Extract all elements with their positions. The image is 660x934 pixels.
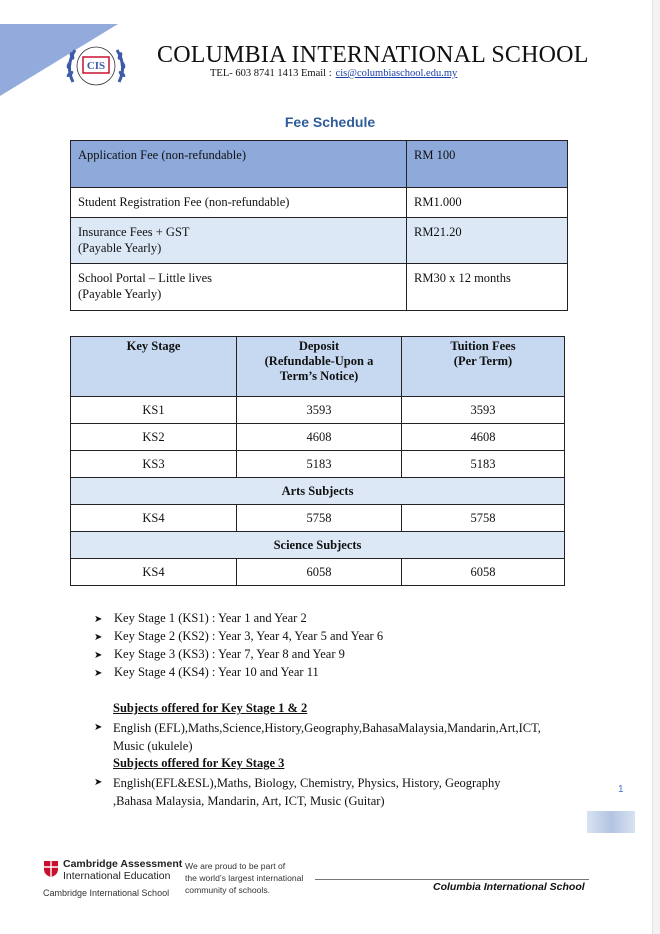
cell-deposit: 5758 (237, 505, 402, 532)
cell-deposit: 3593 (237, 397, 402, 424)
fee-label (71, 264, 407, 311)
header-deposit-l2: (Refundable-Upon a (264, 354, 374, 368)
fee-label-note: (Payable Yearly) (78, 287, 162, 301)
header-deposit-l3: Term’s Notice) (279, 369, 359, 383)
proud-line2: the world’s largest international (185, 873, 304, 883)
table-row (71, 505, 565, 532)
cambridge-name (63, 858, 182, 882)
list-item (94, 609, 383, 627)
subjects-ks12-line2: Music (ukulele) (113, 739, 193, 753)
cambridge-school-label: Cambridge International School (43, 888, 170, 898)
header-key-stage: Key Stage (71, 337, 237, 397)
proud-line3: community of schools. (185, 885, 271, 895)
fee-table (70, 140, 568, 311)
cell-tuition: 4608 (402, 424, 565, 451)
fee-row (71, 264, 568, 311)
cell-stage: KS3 (71, 451, 237, 478)
section-row-arts (71, 478, 565, 505)
fee-schedule-title: Fee Schedule (284, 114, 376, 130)
list-item-text: Key Stage 4 (KS4) : Year 10 and Year 11 (114, 665, 319, 679)
fee-label-text: Student Registration Fee (non-refundable) (78, 195, 290, 209)
logo-text: CIS (86, 60, 106, 72)
list-item (94, 645, 383, 663)
fee-label-text: Insurance Fees + GST (78, 225, 190, 239)
cell-stage: KS4 (71, 559, 237, 586)
fee-row (71, 188, 568, 218)
cell-deposit: 5183 (237, 451, 402, 478)
header-tuition (402, 337, 565, 397)
subjects-ks12-list (94, 719, 584, 755)
cell-tuition: 5758 (402, 505, 565, 532)
fee-label-text: School Portal – Little lives (78, 271, 213, 285)
page-tab-decoration (587, 811, 635, 833)
header-deposit (237, 337, 402, 397)
key-stage-list (94, 609, 383, 681)
email-link[interactable]: cis@columbiaschool.edu.my (335, 68, 458, 79)
subjects-ks3-heading: Subjects offered for Key Stage 3 (113, 756, 285, 770)
list-item (94, 663, 383, 681)
fee-label (71, 188, 407, 218)
cell-deposit: 6058 (237, 559, 402, 586)
school-logo (63, 38, 129, 94)
science-subjects-label: Science Subjects (71, 532, 565, 559)
header-tuition-l1: Tuition Fees (450, 339, 516, 353)
table-row (71, 424, 565, 451)
cell-tuition: 5183 (402, 451, 565, 478)
cell-stage: KS2 (71, 424, 237, 451)
proud-line1: We are proud to be part of (185, 861, 286, 871)
table-header-row (71, 337, 565, 397)
subjects-ks3-list (94, 774, 584, 810)
cell-stage: KS4 (71, 505, 237, 532)
arrow-bullet-icon: ➤ (94, 650, 103, 661)
subjects-ks3-line1: English(EFL&ESL),Maths, Biology, Chemistry, Physics, History, Geography (113, 776, 501, 790)
list-item-text: Key Stage 3 (KS3) : Year 7, Year 8 and Year 9 (114, 647, 345, 661)
footer (43, 858, 603, 908)
page-edge (652, 0, 660, 934)
fee-amount: RM1.000 (407, 188, 568, 218)
subjects-ks12-heading: Subjects offered for Key Stage 1 & 2 (113, 701, 308, 715)
cell-stage: KS1 (71, 397, 237, 424)
arrow-bullet-icon: ➤ (94, 668, 103, 679)
fee-label-text: Application Fee (non-refundable) (78, 148, 246, 162)
fee-row (71, 141, 568, 188)
fee-amount: RM21.20 (407, 218, 568, 264)
fee-row (71, 218, 568, 264)
subjects-ks3-line2: ,Bahasa Malaysia, Mandarin, Art, ICT, Music (Guitar) (113, 794, 385, 808)
arrow-bullet-icon: ➤ (94, 632, 103, 643)
table-row (71, 559, 565, 586)
table-row (71, 451, 565, 478)
list-item-text: Key Stage 2 (KS2) : Year 3, Year 4, Year 5 and Year 6 (114, 629, 384, 643)
cambridge-line1: Cambridge Assessment (63, 858, 183, 870)
cell-tuition: 6058 (402, 559, 565, 586)
cambridge-shield-icon (43, 860, 59, 878)
cambridge-line2: International Education (63, 870, 171, 882)
list-item-text: Key Stage 1 (KS1) : Year 1 and Year 2 (114, 611, 307, 625)
arrow-bullet-icon: ➤ (94, 722, 103, 733)
section-row-science (71, 532, 565, 559)
subjects-ks12-line1: English (EFL),Maths,Science,History,Geography,BahasaMalaysia,Mandarin,Art,ICT, (113, 721, 541, 735)
fee-amount: RM 100 (407, 141, 568, 188)
arrow-bullet-icon: ➤ (94, 777, 103, 788)
header-deposit-l1: Deposit (298, 339, 340, 353)
arts-subjects-label: Arts Subjects (71, 478, 565, 505)
fee-label (71, 141, 407, 188)
contact-phone: TEL- 603 8741 1413 Email : (210, 68, 332, 79)
key-stage-fee-table (70, 336, 565, 586)
table-row (71, 397, 565, 424)
arrow-bullet-icon: ➤ (94, 614, 103, 625)
cell-deposit: 4608 (237, 424, 402, 451)
cell-tuition: 3593 (402, 397, 565, 424)
fee-amount: RM30 x 12 months (407, 264, 568, 311)
contact-line (210, 68, 457, 79)
school-name: COLUMBIA INTERNATIONAL SCHOOL (157, 42, 589, 68)
footer-rule (315, 879, 589, 880)
fee-label (71, 218, 407, 264)
proud-statement (185, 860, 325, 896)
fee-label-note: (Payable Yearly) (78, 241, 162, 255)
page-number: 1 (618, 784, 624, 795)
list-item (94, 627, 383, 645)
footer-school-name: Columbia International School (433, 881, 585, 893)
header-tuition-l2: (Per Term) (453, 354, 513, 368)
